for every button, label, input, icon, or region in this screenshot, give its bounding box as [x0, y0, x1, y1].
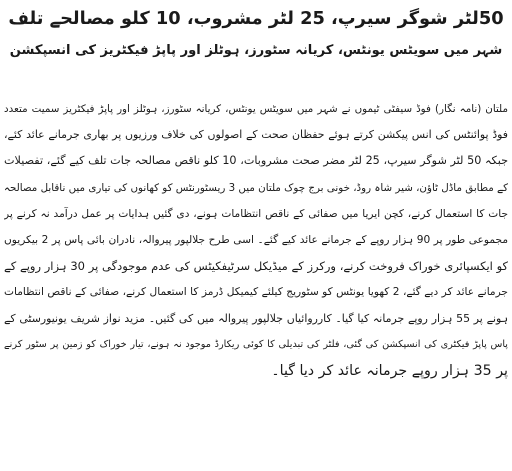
- body-line: پاس پاپڑ فیکٹری کی انسپکشن کی گئی، فلٹر کی تبدیلی کا کوئی ریکارڈ موجود نہ ہونے، تیار خوراک کو زمین پر سٹور کرنے: [4, 338, 508, 350]
- body-line: ملتان (نامہ نگار) فوڈ سیفٹی ٹیموں نے شہر میں سویٹس یونٹس، کریانہ سٹورز، ہوٹلز اور پاپڑ فیکٹریز سمیت متعدد: [4, 103, 508, 115]
- body-line: فوڈ پوائنٹس کی انس پیکشن کرتے ہوئے حفظان صحت کے اصولوں کی خلاف ورزیوں پر بھاری جرمانے عائد کئے،: [4, 128, 508, 142]
- headline-secondary: شہر میں سویٹس یونٹس، کریانہ سٹورز، ہوٹلز اور پاپڑ فیکٹریز کی انسپکشن: [9, 43, 503, 58]
- body-line-last: پر 35 ہزار روپے جرمانہ عائد کر دیا گیا۔: [271, 362, 508, 379]
- headline-primary: 50لٹر شوگر سیرپ، 25 لٹر مشروب، 10 کلو مصالحے تلف: [8, 8, 504, 29]
- body-line: جات کا استعمال کرنے، کچن ایریا میں صفائی کے ناقص انتظامات ہونے، دی گئیں ہدایات پر عمل درآمد نہ کرنے پر: [4, 207, 508, 220]
- body-line: کے مطابق ماڈل ٹاؤن، شیر شاہ روڈ، خونی برج چوک ملتان میں 3 ریسٹورنٹس کو کھانوں کی تیاری میں ناقابل مصالحہ: [4, 181, 508, 194]
- body-line: ہونے پر 55 ہزار روپے جرمانہ کیا گیا۔ کارروائیاں جلالپور پیروالہ میں کی گئیں۔ مزید نواز شریف یونیورسٹی کے: [4, 311, 508, 325]
- article-body: [4, 96, 508, 467]
- body-line: جبکہ 50 لٹر شوگر سیرپ، 25 لٹر مضر صحت مشروبات، 10 کلو ناقص مصالحہ جات تلف کیے گئے، تفصیلات: [4, 154, 508, 168]
- body-line: جرمانے عائد کر دیے گئے، 2 کھویا یونٹس کو سٹوریج کیلئے کیمیکل ڈرمز کا استعمال کرنے، صفائی کے ناقص انتظامات: [4, 286, 508, 299]
- body-line: کو ایکسپائری خوراک فروخت کرنے، ورکرز کے میڈیکل سرٹیفکیٹس کی عدم موجودگی پر 30 ہزار روپے کے: [4, 259, 508, 274]
- body-line: مجموعی طور پر 90 ہزار روپے کے جرمانے عائد کیے گئے۔ اسی طرح جلالپور پیروالہ، نادران بائی پاس پر 2 بیکریوں: [4, 233, 508, 246]
